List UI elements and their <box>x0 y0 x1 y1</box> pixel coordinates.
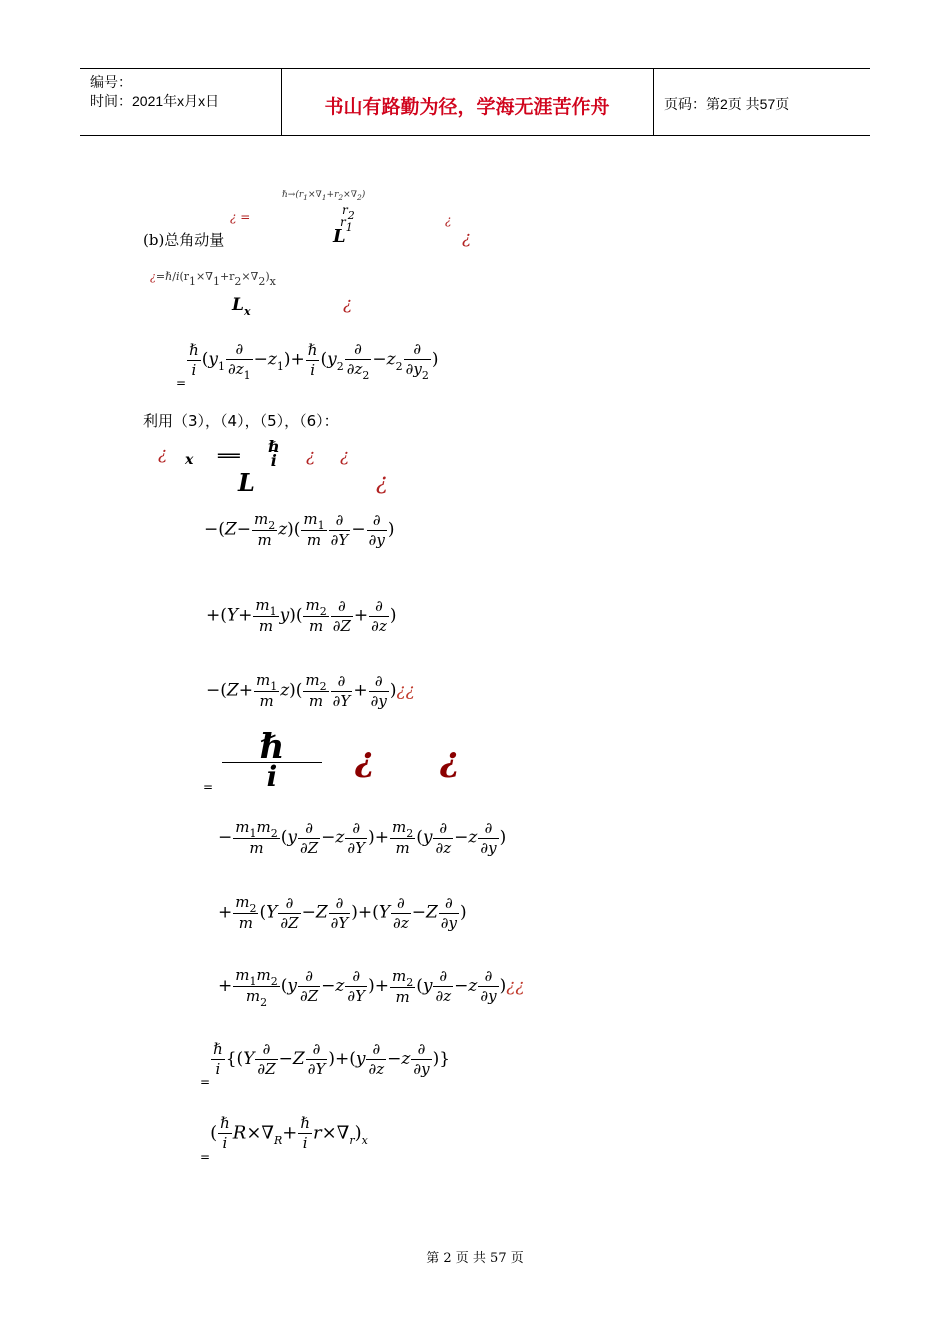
using-equations-text: 利用（3），（4），（5），（6）： <box>143 412 339 430</box>
garbled-symbol-10: ¿ <box>355 740 375 780</box>
garbled-L: L <box>333 226 346 247</box>
garbled-symbol-8: ¿ <box>376 470 388 495</box>
garbled-symbol-4: ¿ <box>343 294 353 314</box>
formula-line-6: + $\frac{m_2}{m}$ (Y $\frac{\partial}{\partial Z}$ −Z $\frac{\partial}{\partial Y}$ )+(Y $\frac{\partial}{\partial z}$ −Z $\frac{\partial}{\partial y}$ ) <box>218 893 467 932</box>
header-bottom-rule <box>80 135 870 136</box>
formula-line-9: $_=$( $\frac{\text{ℏ}}{i}$ $R\times\nabla_R+$ $\frac{\text{ℏ}}{i}$ $r\times\nabla_r)_x$ <box>200 1114 368 1164</box>
garbled-symbol-7: ¿ <box>340 446 350 466</box>
garbled-symbol-9: ¿¿ <box>396 680 415 701</box>
garbled-symbol-11: ¿ <box>440 740 460 780</box>
lx-sub-x: x <box>185 452 194 468</box>
page-footer: 第 2 页 共 57 页 <box>426 1251 524 1266</box>
garbled-symbol-6: ¿ <box>306 446 316 466</box>
section-b-title: (b)总角动量 <box>143 231 225 249</box>
formula-line-3: +(Y+ $\frac{m_1}{m}$ y)( $\frac{m_2}{m}$ $\frac{\partial}{\partial Z}$ + $\frac{\partial}{\partial z}$ ) <box>206 596 397 635</box>
garbled-Lx-sub: x <box>243 305 251 318</box>
garbled-Lx <box>232 295 251 318</box>
garbled-symbol-1: ¿ = <box>230 210 251 224</box>
header-motto: 书山有路勤为径，学海无涯苦作舟 <box>324 96 610 118</box>
header-time-label: 时间：2021年x月x日 <box>90 93 220 109</box>
header-divider-right <box>653 68 654 136</box>
lx-equals: ══ <box>218 446 240 467</box>
header-number-label: 编号： <box>90 74 132 90</box>
formula-lx-definition: ¿=ℏ/i(r1×∇1+r2×∇2)x <box>150 270 276 288</box>
lx-hbar-over-i: ℏ i <box>268 437 280 470</box>
big-equals: = <box>203 780 214 794</box>
formula-line-7: + $\frac{m_1m_2}{m_2}$ (y $\frac{\partial}{\partial Z}$ −z $\frac{\partial}{\partial Y}$ )+ $\frac{m_2}{m}$ (y $\frac{\partial}{\partial z}$ −z $\frac{\partial}{\partial y}$ )¿¿ <box>218 966 525 1009</box>
lx-big-L: L <box>238 468 255 497</box>
big-hbar: ℏ <box>259 727 285 767</box>
formula-line-4: −(Z+ $\frac{m_1}{m}$ z)( $\frac{m_2}{m}$ $\frac{\partial}{\partial Y}$ + $\frac{\partial}{\partial y}$ )¿¿ <box>206 671 415 710</box>
formula-line-1: $_=$ $\frac{\text{ℏ}}{i}$ ($y_1$ $\frac{\partial}{\partial z_1}$ $-z_1)+$ $\frac{\text{ℏ}}{i}$ ($y_2$ $\frac{\partial}{\partial z_2}$ $-z_2$ $\frac{\partial}{\partial y_2}$ ) <box>176 340 439 390</box>
garbled-formula-fragment: $\hbar\to(r_1\times\nabla_1+r_2\times\nabla_2)$ <box>282 190 366 202</box>
header-page-label: 页码：第2页 共57页 <box>664 96 790 112</box>
garbled-symbol-2: ¿ <box>445 213 452 227</box>
garbled-Lx-letter: L <box>232 295 244 315</box>
garbled-r1: r1 <box>340 215 353 234</box>
big-i: i <box>266 760 278 793</box>
formula-line-5: − $\frac{m_1m_2}{m}$ (y $\frac{\partial}{\partial Z}$ −z $\frac{\partial}{\partial Y}$ )+ $\frac{m_2}{m}$ (y $\frac{\partial}{\partial z}$ −z $\frac{\partial}{\partial y}$ ) <box>218 818 507 857</box>
garbled-symbol-12: ¿¿ <box>506 976 525 996</box>
formula-line-8: $_=$ $\frac{\text{ℏ}}{i}$ {(Y $\frac{\partial}{\partial Z}$ −Z $\frac{\partial}{\partial Y}$ )+(y $\frac{\partial}{\partial z}$ −z $\frac{\partial}{\partial y}$ )} <box>200 1040 451 1089</box>
garbled-symbol-3: ¿ <box>462 228 472 248</box>
header-top-rule <box>80 68 870 69</box>
garbled-r2: r2 <box>342 203 355 222</box>
garbled-symbol-5: ¿ <box>158 444 168 464</box>
formula-line-2: −(Z− $\frac{m_2}{m}$ z)( $\frac{m_1}{m}$ $\frac{\partial}{\partial Y}$ − $\frac{\partial}{\partial y}$ ) <box>204 510 395 549</box>
